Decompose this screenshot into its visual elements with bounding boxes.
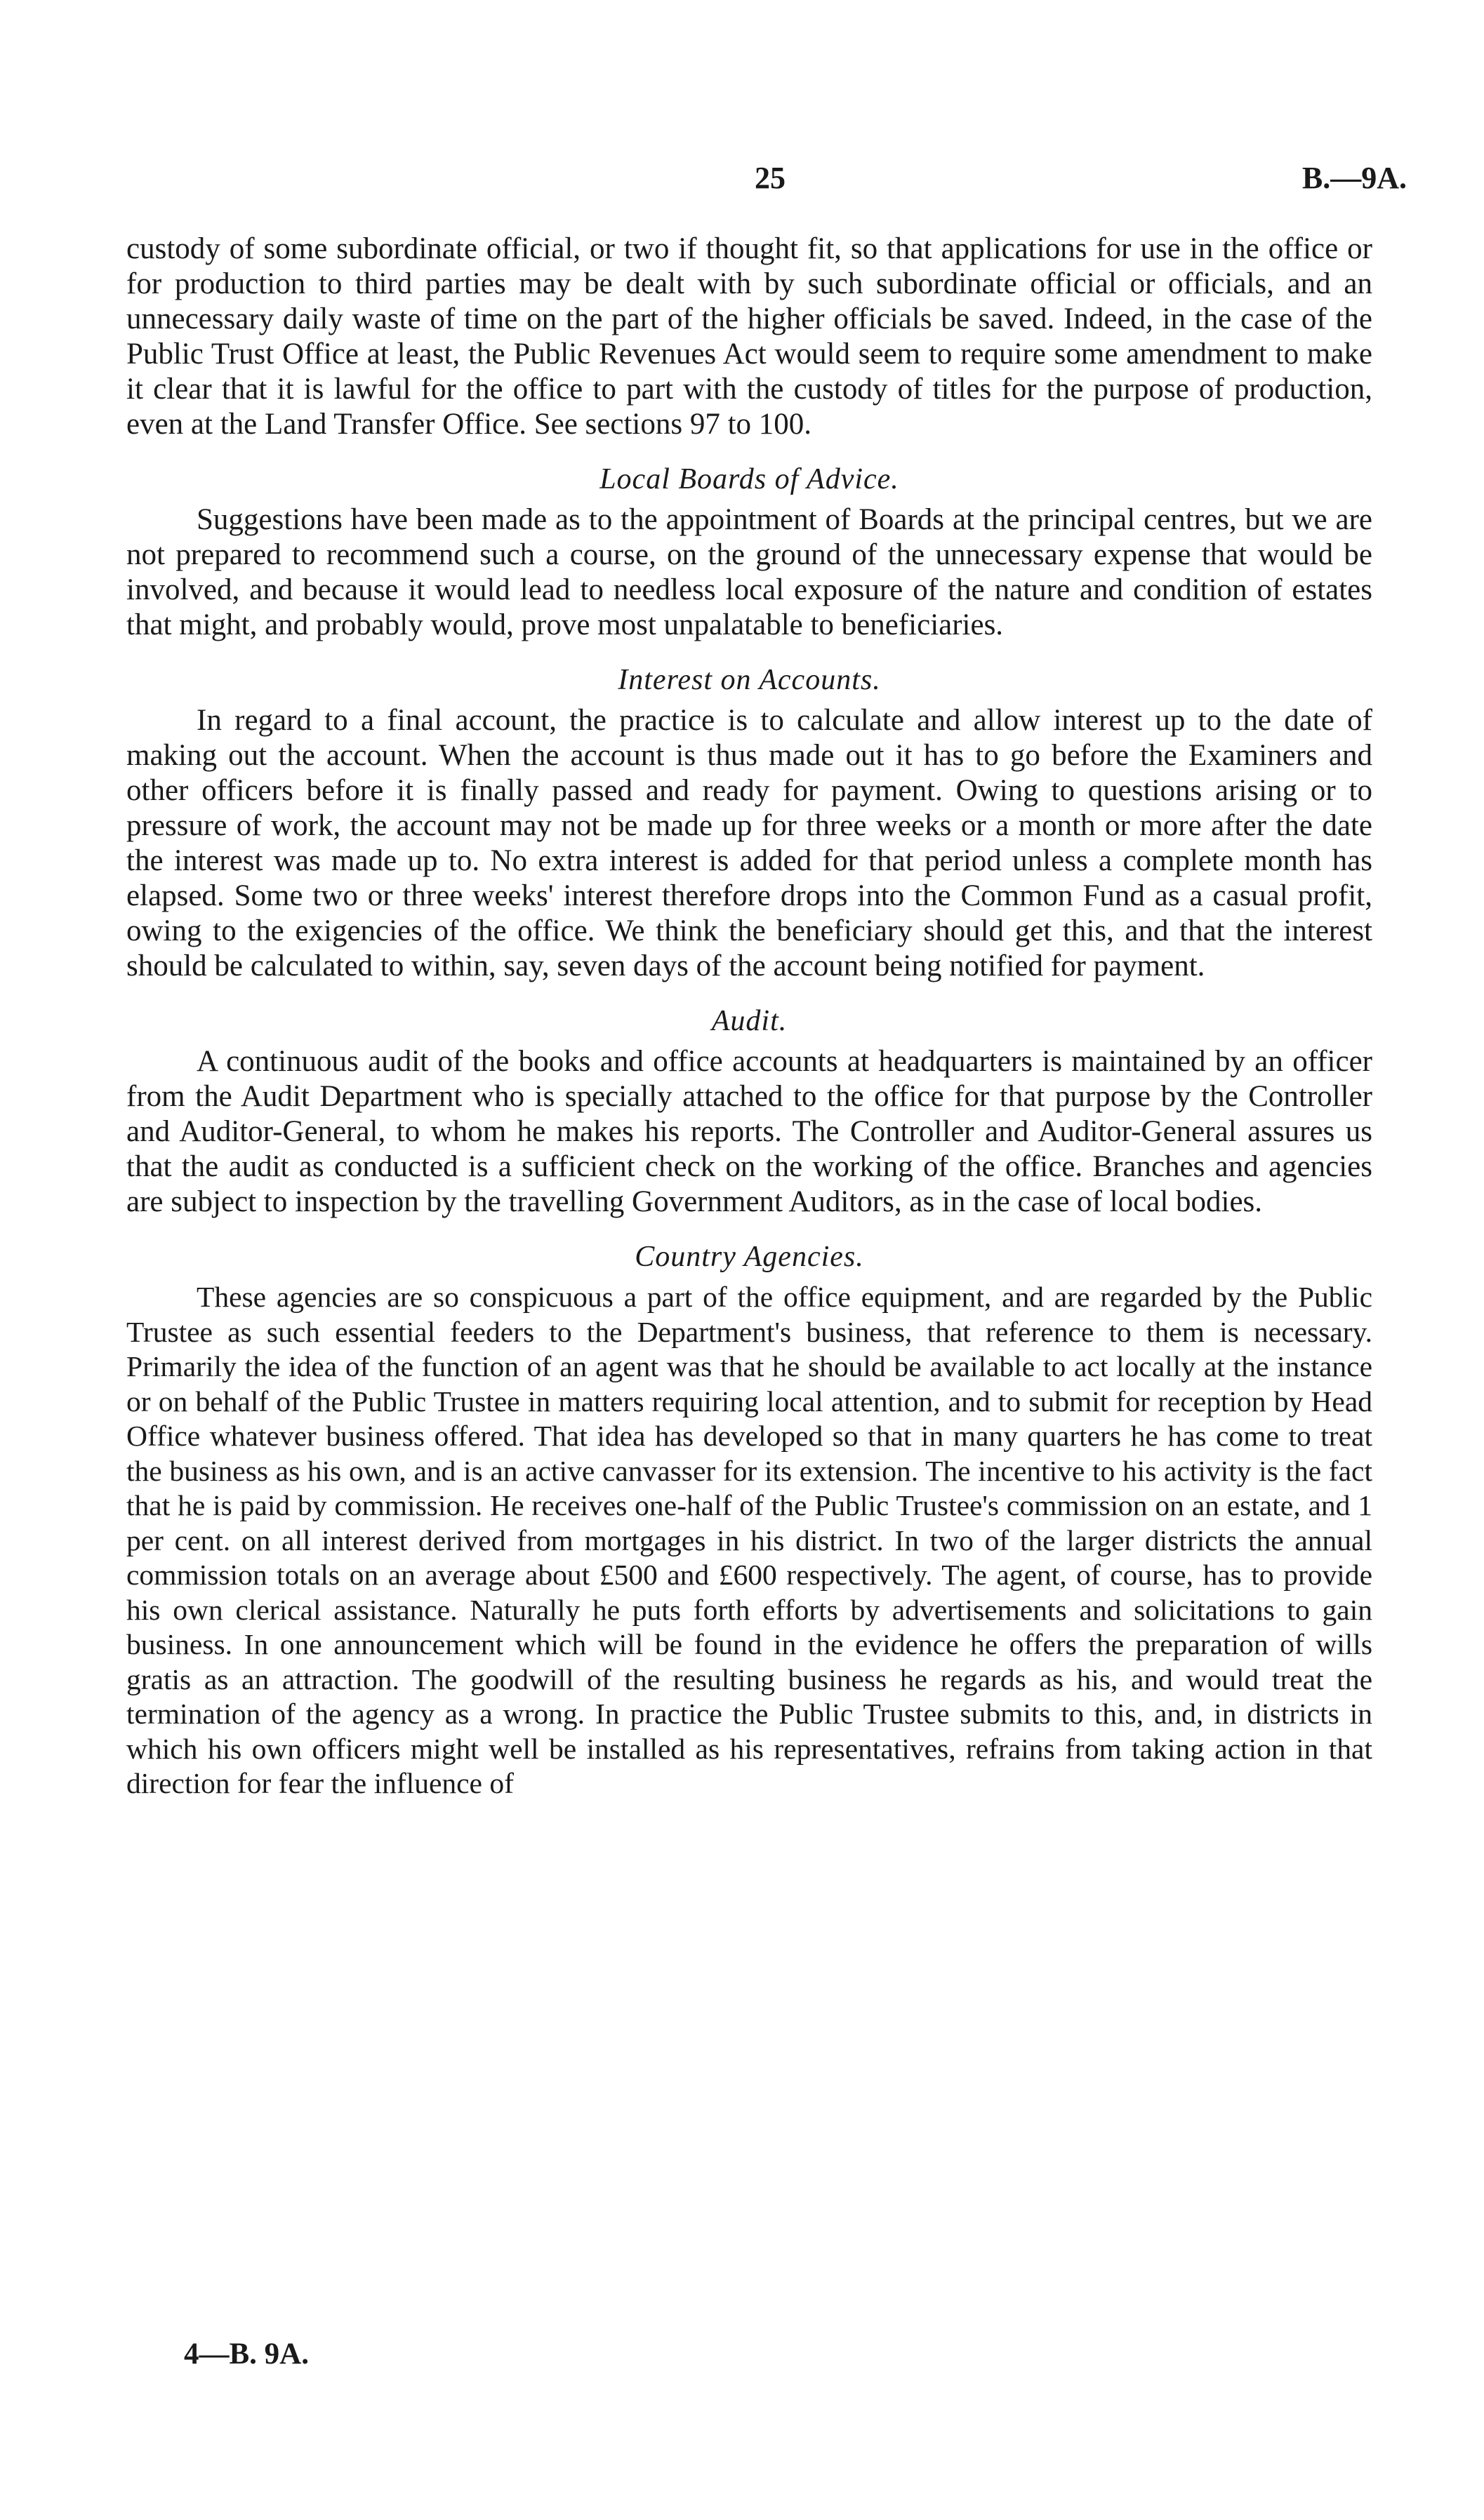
intro-paragraph: custody of some subordinate official, or two if thought fit, so that applications for use in the office or for production to third parties may be dealt with by such subordinate official or officials, and an unnecessary daily waste of time on the part of the higher officials be saved. Indeed, in the case of the Public Trust Office at least, the Public Revenues Act would seem to require some amendment to make it clear that it is lawful for the office to part with the custody of titles for the purpose of production, even at the Land Transfer Office. See sections 97 to 100. [126, 232, 1372, 441]
interest-paragraph: In regard to a final account, the practice is to calculate and allow interest up to the date of making out the account. When the account is thus made out it has to go before the Examiners and other officers before it is finally passed and ready for payment. Owing to questions arising or to pressure of work, the account may not be made up for three weeks or a month or more after the date the interest was made up to. No extra interest is added for that period unless a complete month has elapsed. Some two or three weeks' interest therefore drops into the Common Fund as a casual profit, owing to the exigencies of the office. We think the beneficiary should get this, and that the interest should be calculated to within, say, seven days of the account being notified for payment. [126, 704, 1372, 982]
heading-country-agencies: Country Agencies. [635, 1241, 864, 1273]
heading-audit: Audit. [711, 1005, 788, 1037]
audit-paragraph: A continuous audit of the books and office accounts at headquarters is maintained by an officer from the Audit Department who is specially attached to the office for that purpose by the Controller and Auditor-General, to whom he makes his reports. The Controller and Auditor-General assures us that the audit as conducted is a sufficient check on the working of the office. Branches and agencies are subject to inspection by the travelling Government Auditors, as in the case of local bodies. [126, 1045, 1372, 1218]
body-text [126, 232, 1372, 1801]
local-boards-paragraph: Suggestions have been made as to the appointment of Boards at the principal centres, but we are not prepared to recommend such a course, on the ground of the unnecessary expense that would be involved, and because it would lead to needless local exposure of the nature and condition of estates that might, and probably would, prove most unpalatable to beneficiaries. [126, 503, 1372, 641]
page-number: 25 [755, 161, 786, 195]
country-agencies-paragraph: These agencies are so conspicuous a part of the office equipment, and are regarded by the Public Trustee as such essential feeders to the Department's business, that reference to them is necessary. Primarily the idea of the function of an agent was that he should be available to act locally at the instance or on behalf of the Public Trustee in matters requiring local attention, and to submit for reception by Head Office whatever business offered. That idea has developed so that in many quarters he has come to treat the business as his own, and is an active canvasser for its extension. The incentive to his activity is the fact that he is paid by commission. He receives one-half of the Public Trustee's commission on an estate, and 1 per cent. on all interest derived from mortgages in his district. In two of the larger districts the annual commission totals on an average about £500 and £600 respectively. The agent, of course, has to provide his own clerical assistance. Naturally he puts forth efforts by advertisements and solicitations to gain business. In one announcement which will be found in the evidence he offers the preparation of wills gratis as an attraction. The goodwill of the resulting business he regards as his, and would treat the termination of the agency as a wrong. In practice the Public Trustee submits to this, and, in districts in which his own officers might well be installed as his representatives, refrains from taking action in that direction for fear the influence of [126, 1281, 1372, 1799]
heading-interest-on-accounts: Interest on Accounts. [618, 664, 881, 696]
footer-signature: 4—B. 9A. [184, 2338, 309, 2371]
heading-local-boards: Local Boards of Advice. [599, 463, 899, 495]
document-reference: B.—9A. [1301, 161, 1407, 195]
